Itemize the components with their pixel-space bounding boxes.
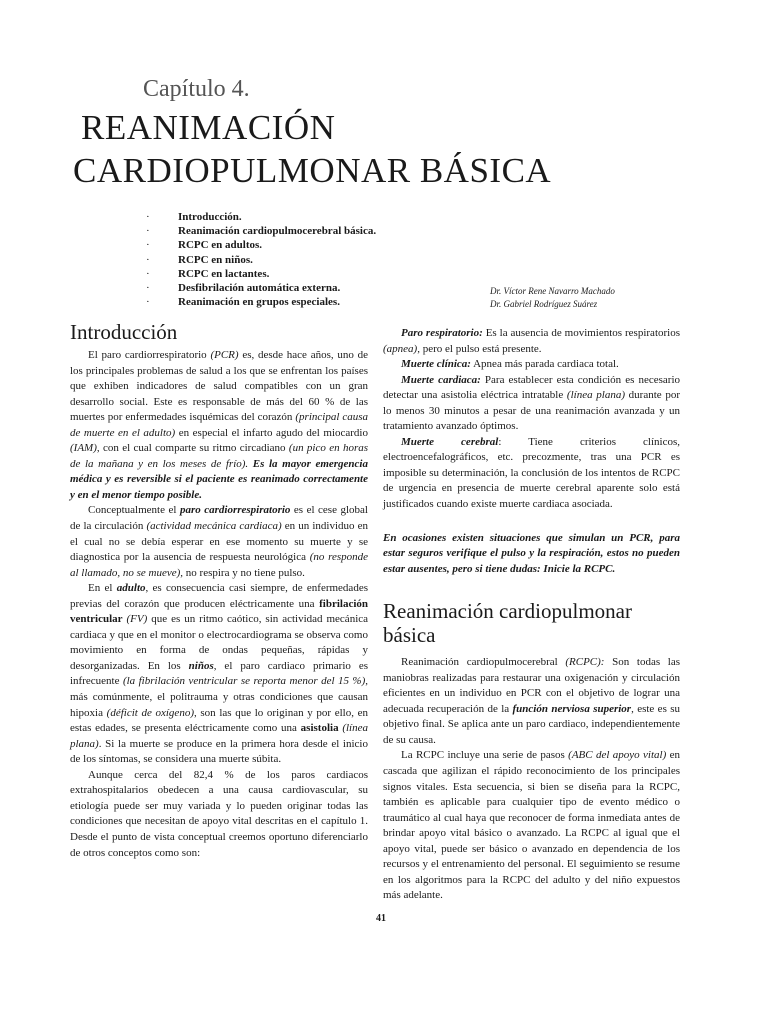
toc-item: · RCPC en lactantes. — [146, 267, 376, 281]
definition-muerte-clinica: Muerte clínica: Apnea más parada cardiaca total. — [401, 358, 619, 371]
intro-paragraph-4: Aunque cerca del 82,4 % de los paros cardiacos extrahospitalarios obedecen a una causa cardiovascular, su etiología puede ser muy variada y lo pueden originar todas las condiciones que necesitan de apoyo vital descritas en el capítulo 1. Desde el punto de vista conceptual creemos oportuno diferenciarlo de otros conceptos como son: — [70, 768, 368, 859]
author-name: Dr. Gabriel Rodríguez Suárez — [490, 298, 598, 309]
rcp-heading: Reanimación cardiopulmonar básica — [383, 599, 632, 648]
rcp-paragraph-1: Reanimación cardiopulmocerebral (RCPC): Son todas las maniobras realizadas para restaurar una oxigenación y circulación eficientes en un individuo en PCR con el objetivo de lograr una adecuada recuperación de la función nerviosa superior, este es su objetivo final. Se aplica ante un paro cardiaco, independientemente de su causa. — [383, 656, 680, 746]
intro-paragraph-3: En el adulto, es consecuencia casi siempre, de enfermedades previas del corazón que producen eléctricamente una fibrilación ventricular (FV) que es un ritmo caótico, sin actividad mecánica cardiaca y que en el monitor o electrocardiograma se observa como movimiento en forma de ondas pequeñas, rápidas y desorganizadas. En los niños, el paro cardiaco primario es infrecuente (la fibrilación ventricular se reporta menor del 15 %), más comúnmente, el politrauma y otras condiciones que causan hipoxia (déficit de oxígeno), son las que lo originan y por ello, en estas edades, se presenta eléctricamente como una asistolia (línea plana). Si la muerte se produce en la primera hora desde el inicio de los síntomas, se considera una muerte súbita. — [70, 582, 369, 766]
chapter-title-line1: REANIMACIÓN — [81, 108, 336, 147]
intro-heading: Introducción — [70, 320, 178, 344]
authors — [490, 285, 615, 310]
intro-paragraph-1: El paro cardiorrespiratorio (PCR) es, desde hace años, uno de los principales problemas de salud a los que se enfrentan los países que exhiben indicadores de salud compatibles con un gran desarrollo social. Este es responsable de más del 60 % de las muertes por enfermedades isquémicas del corazón (principal causa de muerte en el adulto) en especial el infarto agudo del miocardio (IAM), con el cual comparte su ritmo circadiano (un pico en horas de la mañana y en los meses de frío). Es la mayor emergencia médica y es reversible si el paciente es reanimado correctamente y en el menor tiempo posible. — [70, 349, 369, 501]
page-number: 41 — [376, 913, 386, 924]
intro-paragraph-2: Conceptualmente el paro cardiorrespiratorio es el cese global de la circulación (actividad mecánica cardiaca) en un individuo en el cual no se debía esperar en ese momento su muerte y se diagnostica por la ausencia de respuesta neurológica (no responde al llamado, no se mueve), no respira y no tiene pulso. — [70, 504, 369, 579]
toc-item: · Reanimación cardiopulmocerebral básica. — [146, 224, 376, 238]
chapter-title-line2: CARDIOPULMONAR BÁSICA — [73, 151, 552, 190]
toc-item: · Reanimación en grupos especiales. — [146, 295, 376, 309]
chapter-label: Capítulo 4. — [143, 76, 250, 102]
toc-item: · RCPC en niños. — [146, 253, 376, 267]
chapter-title — [73, 106, 713, 192]
chapter-contents-list — [146, 210, 376, 309]
rcp-paragraph-2: La RCPC incluye una serie de pasos (ABC del apoyo vital) en cascada que agilizan el rápido reconocimiento de los principales signos vitales. Esta secuencia, si bien se diseña para la RCPC, también es aplicable para cualquier tipo de evento médico o traumático al cual haya que reconocer de forma inmediata antes de brindar apoyo vital básico o avanzado. La RCPC al igual que el apoyo vital, puede ser básico o avanzado en dependencia de los recursos y el entrenamiento del personal. El seguimiento se resume en los algoritmos para la RCPC del adulto y del niño expuestos más adelante. — [383, 749, 680, 902]
left-column — [70, 320, 368, 861]
definition-paro-respiratorio: Paro respiratorio: Es la ausencia de movimientos respiratorios (apnea), pero el pulso está presente. — [383, 327, 680, 355]
right-column — [383, 326, 680, 904]
definition-muerte-cerebral: Muerte cerebral: Tiene criterios clínicos, electroencefalográficos, etc. precozmente, tras una PCR es imposible su determinación, la conclusión de los intentos de RCPC de urgencia en presencia de muerte cerebral aparente solo está justificados cuando existe muerte cardiaca asociada. — [383, 435, 681, 511]
toc-item: · Desfibrilación automática externa. — [146, 281, 376, 295]
toc-item: · Introducción. — [146, 210, 376, 224]
definition-muerte-cardiaca: Muerte cardiaca: Para establecer esta condición es necesario detectar una asistolia eléctrica intratable (línea plana) durante por lo menos 30 minutos a pesar de una reanimación avanzada y un tratamiento avanzado óptimos. — [383, 373, 680, 433]
author-name: Dr. Víctor Rene Navarro Machado — [490, 286, 615, 296]
warning-note: En ocasiones existen situaciones que simulan un PCR, para estar seguros verifique el pulso y la respiración, estos no pueden estar ausentes, pero si tiene dudas: Inicie la RCPC. — [383, 531, 680, 575]
toc-item: · RCPC en adultos. — [146, 238, 376, 252]
